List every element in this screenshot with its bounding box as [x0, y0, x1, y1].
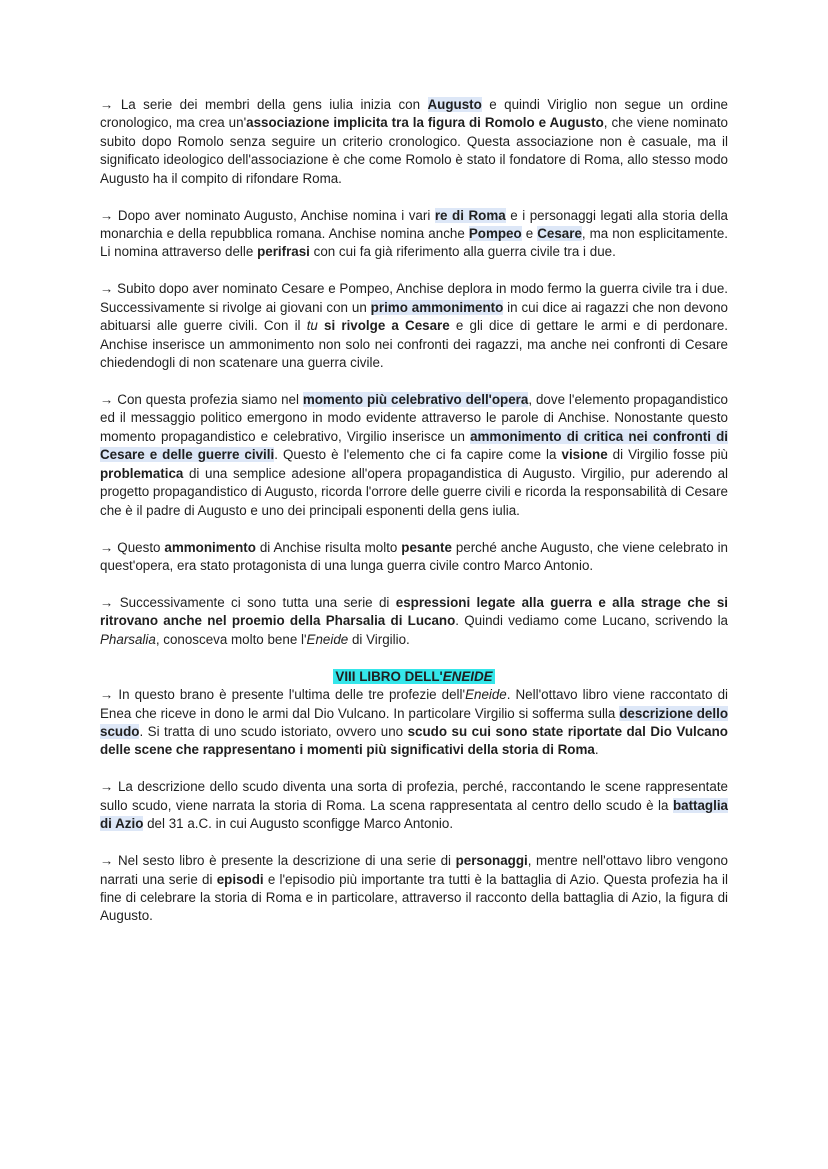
paragraph [100, 852, 728, 926]
paragraph [100, 207, 728, 262]
text-run: in cui dice ai ragazzi che non devono abituarsi alle guerre civili. Con il [100, 299, 728, 334]
bold-term: si rivolge a Cesare [324, 318, 450, 334]
highlighted-term: re di Roma [434, 207, 506, 223]
section-heading-highlight [333, 669, 494, 684]
bold-term: associazione implicita tra la figura di Romolo e Augusto [246, 115, 604, 131]
section-book-eight [100, 686, 728, 926]
paragraph [100, 594, 728, 649]
text-run: e i personaggi legati alla storia della monarchia e della repubblica romana. Anchise nomina anche [100, 207, 729, 242]
text-run: . [594, 742, 599, 758]
bold-term: scudo su cui sono state riportate dal Dio Vulcano delle scene che rappresentano i momenti più significativi della storia di Roma [100, 723, 728, 758]
text-run: perché anche Augusto, che viene celebrato in quest'opera, era stato protagonista di una lunga guerra civile contro Marco Antonio. [100, 539, 728, 573]
text-run: di Anchise risulta molto [255, 539, 402, 555]
text-run: → La descrizione dello scudo diventa una sorta di profezia, perché, raccontando le scene rappresentate sullo scudo, viene narrata la storia di Roma. La scena rappresentata al centro dello scudo è la [100, 779, 728, 813]
italic-term: tu [306, 318, 318, 334]
text-run: . Quindi vediamo come Lucano, scrivendo la [455, 613, 728, 629]
bold-term: personaggi [455, 853, 528, 869]
italic-term: ENEIDE [442, 668, 493, 684]
bold-term: espressioni legate alla guerra e alla strage che si ritrovano anche nel proemio della Pharsalia di Lucano [100, 594, 728, 629]
paragraph [100, 539, 728, 576]
text-run: . Si tratta di uno scudo istoriato, ovvero uno [139, 723, 408, 739]
text-run: e l'episodio più importante tra tutti è la battaglia di Azio. Questa profezia ha il fine di celebrare la storia di Roma e in particolare, attraverso il racconto della battaglia di Azio, la figura di Augusto. [100, 871, 729, 924]
text-run: . Nell'ottavo libro viene raccontato di Enea che riceve in dono le armi dal Dio Vulcano. In particolare Virgilio si sofferma sulla [100, 687, 728, 721]
text-run: di una semplice adesione all'opera propagandistica di Augusto. Virgilio, pur aderendo al progetto propagandistico di Augusto, ricorda l'orrore delle guerre civili e ricorda la responsabilità di Cesare che è il padre di Augusto e uno dei principali esponenti della gens iulia. [100, 465, 728, 518]
text-run: → Subito dopo aver nominato Cesare e Pompeo, Anchise deplora in modo fermo la guerra civile tra i due. Successivamente si rivolge ai giovani con un [100, 281, 728, 315]
text-run: e gli dice di gettare le armi e di perdonare. Anchise inserisce un ammonimento non solo nei confronti dei ragazzi, ma anche nei confronti di Cesare chiedendogli di non scatenare una guerra civile. [100, 318, 728, 371]
text-run: del 31 a.C. in cui Augusto sconfigge Marco Antonio. [143, 816, 454, 832]
bold-term: problematica [100, 465, 184, 481]
bold-term: pesante [401, 539, 452, 555]
paragraph [100, 778, 728, 833]
highlighted-term: descrizione dello scudo [100, 705, 728, 739]
text-run: di Virgilio fosse più [607, 447, 729, 463]
bold-term: perifrasi [257, 244, 310, 260]
text-run: → Successivamente ci sono tutta una serie di [100, 594, 396, 610]
italic-term: Eneide [465, 687, 507, 703]
text-run: → Con questa profezia siamo nel [100, 392, 303, 408]
text-run: , dove l'elemento propagandistico ed il messaggio politico emergono in modo evidente attraverso le parole di Anchise. Nonostante questo momento propagandistico e celebrativo, Virgilio inserisce un [100, 392, 728, 444]
text-run: con cui fa già riferimento alla guerra civile tra i due. [309, 244, 616, 260]
text-run: , ma non esplicitamente. Li nomina attraverso delle [100, 226, 729, 260]
paragraph [100, 686, 728, 760]
text-run: di Virgilio. [348, 631, 410, 647]
text-run: → Nel sesto libro è presente la descrizione di una serie di [100, 853, 456, 869]
text-run: , mentre nell'ottavo libro vengono narrati una serie di [100, 853, 728, 887]
highlighted-term: battaglia di Azio [100, 797, 728, 832]
text-run: , che viene nominato subito dopo Romolo senza seguire un criterio cronologico. Questa associazione non è casuale, ma il significato ideologico dell'associazione è che come Romolo è stato il fondatore di Roma, allo stesso modo Augusto ha il compito di rifondare Roma. [100, 115, 729, 186]
text-run: → In questo brano è presente l'ultima delle tre profezie dell' [100, 687, 466, 703]
italic-term: Eneide [306, 631, 349, 647]
text-run: → Dopo aver nominato Augusto, Anchise nomina i vari [100, 207, 435, 223]
highlighted-term: Pompeo [468, 226, 522, 242]
italic-term: Pharsalia [100, 631, 156, 647]
paragraph [100, 280, 728, 372]
bold-term: visione [561, 447, 608, 463]
bold-term: episodi [216, 871, 264, 887]
highlighted-term: Cesare [537, 226, 582, 242]
text-run: → La serie dei membri della gens iulia inizia con [100, 97, 428, 112]
paragraph [100, 96, 728, 188]
text-run: e quindi Viriglio non segue un ordine cronologico, ma crea un' [100, 97, 728, 131]
highlighted-term: momento più celebrativo dell'opera [302, 392, 529, 408]
section-book-six [100, 96, 728, 649]
paragraph [100, 391, 728, 520]
text-run: . Questo è l'elemento che ci fa capire come la [274, 447, 562, 463]
text-run: → Questo [100, 539, 165, 555]
section-heading [100, 668, 728, 686]
highlighted-term: Augusto [427, 97, 482, 112]
highlighted-term: primo ammonimento [370, 299, 504, 315]
highlighted-term: ammonimento di critica nei confronti di Cesare e delle guerre civili [100, 428, 728, 463]
text-run: , conosceva molto bene l' [155, 631, 307, 647]
bold-term: ammonimento [164, 539, 256, 555]
text-run: e [521, 226, 538, 242]
text-run: VIII LIBRO DELL' [335, 668, 443, 684]
